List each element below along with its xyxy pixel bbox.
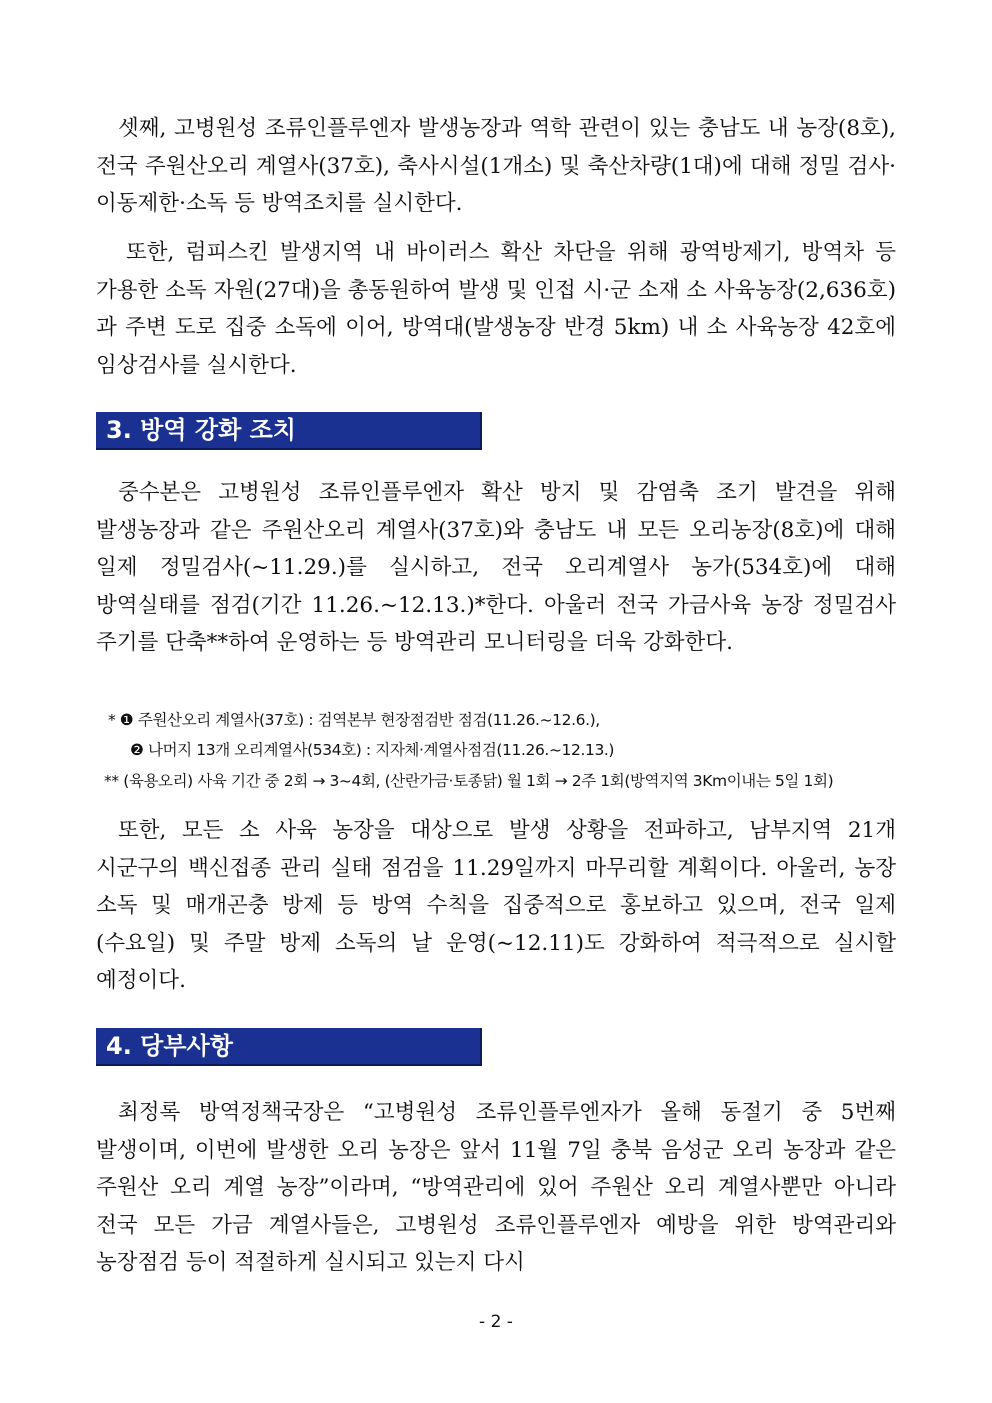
- section-header-3: 3. 방역 강화 조치: [96, 412, 482, 450]
- paragraph-hq-inspection: 중수본은 고병원성 조류인플루엔자 확산 방지 및 감염축 조기 발견을 위해 발생농장과 같은 주원산오리 계열사(37호)와 충남도 내 모든 오리농장(8호)에 대해 일제 정밀검사(~11.29.)를 실시하고, 전국 오리계열사 농가(534호)에 대해 방역실태를 점검(기간 11.26.~12.13.)*한다. 아울러 전국 가금사육 농장 정밀검사 주기를 단축**하여 운영하는 등 방역관리 모니터링을 더욱 강화한다.: [96, 480, 896, 655]
- section-header-4: 4. 당부사항: [96, 1028, 482, 1066]
- footnote-2: ❷ 나머지 13개 오리계열사(534호) : 지자체·계열사점검(11.26.~12.13.): [130, 741, 615, 759]
- footnote-1: * ❶ 주원산오리 계열사(37호) : 검역본부 현장점검반 점검(11.26.~12.6.),: [108, 711, 600, 729]
- page-number: - 2 -: [479, 1312, 513, 1332]
- paragraph-lumpy-skin: 또한, 럼피스킨 발생지역 내 바이러스 확산 차단을 위해 광역방제기, 방역차 등 가용한 소독 자원(27대)을 총동원하여 발생 및 인접 시·군 소재 소 사육농장(2,636호)과 주변 도로 집중 소독에 이어, 방역대(발생농장 반경 5km) 내 소 사육농장 42호에 임상검사를 실시한다.: [96, 240, 896, 378]
- paragraph-cattle-farms: 또한, 모든 소 사육 농장을 대상으로 발생 상황을 전파하고, 남부지역 21개 시군구의 백신접종 관리 실태 점검을 11.29일까지 마무리할 계획이다. 아울러, 농장 소독 및 매개곤충 방제 등 방역 수칙을 집중적으로 홍보하고 있으며, 전국 일제(수요일) 및 주말 방제 소독의 날 운영(~12.11)도 강화하여 적극적으로 실시할 예정이다.: [96, 818, 896, 993]
- paragraph-director-statement: 최정록 방역정책국장은 “고병원성 조류인플루엔자가 올해 동절기 중 5번째 발생이며, 이번에 발생한 오리 농장은 앞서 11월 7일 충북 음성군 오리 농장과 같은 주원산 오리 계열 농장”이라며, “방역관리에 있어 주원산 오리 계열사뿐만 아니라 전국 모든 가금 계열사들은, 고병원성 조류인플루엔자 예방을 위한 방역관리와 농장점검 등이 적절하게 실시되고 있는지 다시: [96, 1100, 896, 1275]
- footnote-3: ** (육용오리) 사육 기간 중 2회 → 3~4회, (산란가금·토종닭) 월 1회 → 2주 1회(방역지역 3Km이내는 5일 1회): [104, 772, 834, 790]
- paragraph-third-measures: 셋째, 고병원성 조류인플루엔자 발생농장과 역학 관련이 있는 충남도 내 농장(8호), 전국 주원산오리 계열사(37호), 축사시설(1개소) 및 축산차량(1대)에 대해 정밀 검사·이동제한·소독 등 방역조치를 실시한다.: [96, 116, 896, 216]
